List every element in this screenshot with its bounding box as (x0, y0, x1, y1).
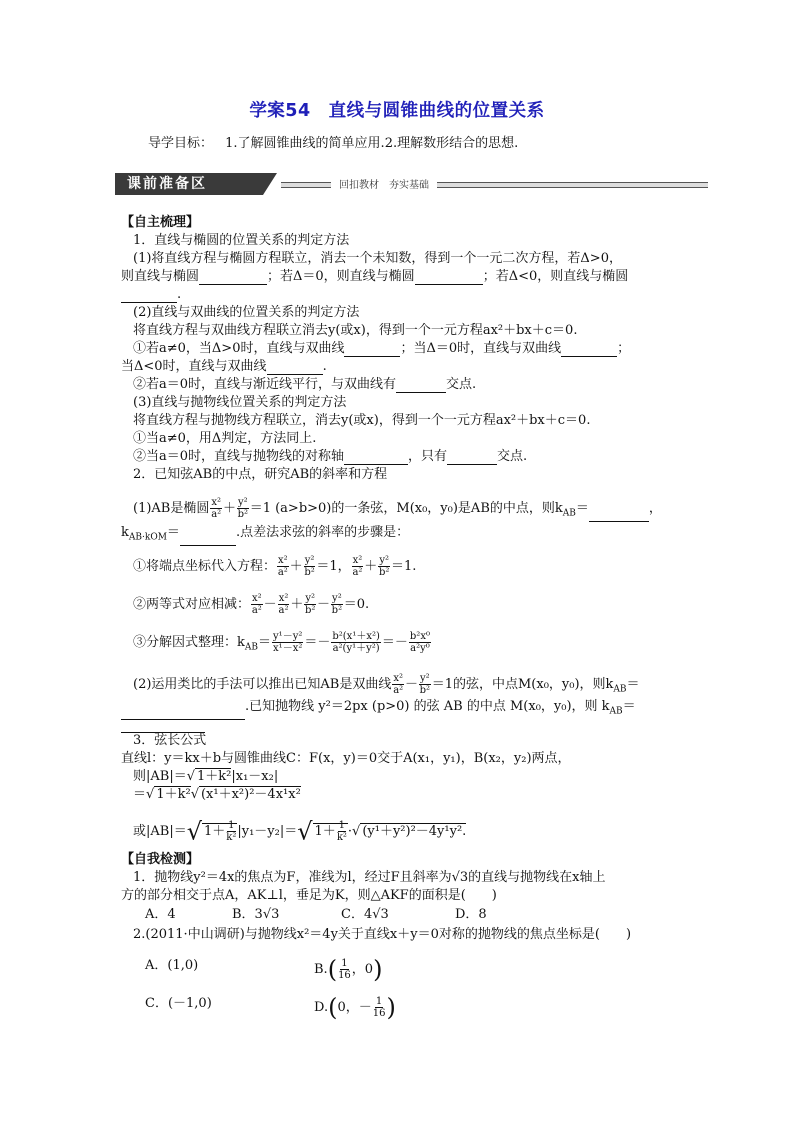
text-line (133, 449, 527, 465)
text-run: ＝ (622, 699, 636, 714)
text-line (121, 717, 205, 733)
radicand: 1＋ $\frac{1}{\text{k²}}$ (314, 820, 347, 843)
radicand: (y¹＋y²)²－4y¹y². (362, 824, 467, 839)
goal-text: 1.了解圆锥曲线的简单应用.2.理解数形结合的思想. (225, 136, 519, 151)
text-run: ＝1 (a>b>0)的一条弦，M(x₀，y₀)是AB的中点，则k (249, 501, 563, 516)
text-run: 0，－ (337, 1000, 372, 1015)
answer-blank (121, 289, 177, 303)
fraction: $\frac{\text{y²}}{\text{b²}}$ (304, 593, 316, 616)
text-run: ②两等式对应相减： (133, 597, 251, 612)
fraction: $\frac{\text{y²}}{\text{b²}}$ (378, 555, 390, 578)
text-run: . (177, 287, 182, 302)
text-line (121, 287, 181, 303)
text-run: ＝ (575, 501, 589, 516)
banner-tab: 课前准备区 (115, 173, 263, 195)
text-line: 将直线方程与抛物线方程联立，消去y(或x)，得到一个一元方程ax²＋bx＋c＝0. (133, 413, 591, 428)
text-line (133, 341, 630, 357)
learning-goal (148, 136, 518, 152)
text-run: |y₁－y₂|＝ (237, 824, 298, 839)
answer-blank (121, 719, 205, 733)
answer-blank (199, 271, 267, 285)
choice-a: A．4 (145, 907, 176, 922)
text-run: ，0 (351, 962, 374, 977)
text-run: 则|AB|＝ (133, 769, 187, 784)
text-line: 方的部分相交于点A，AK⊥l，垂足为K，则△AKF的面积是( ) (121, 888, 497, 903)
choice-b: B.( $\frac{1}{16}$ ，0) (314, 955, 383, 984)
text-run: 交点. (446, 377, 477, 392)
text-run: ；若Δ<0，则直线与椭圆 (482, 269, 629, 284)
radicand: 1＋k² (156, 787, 191, 802)
text-line: $k_{AB\cdot kOM}=$ .点差法求弦的斜率的步骤是： (121, 525, 409, 546)
text-run: ②当a＝0时，直线与抛物线的对称轴 (133, 449, 345, 464)
text-line: ②两等式对应相减： $\frac{\text{x²}}{\text{a²}}$ － $\frac{\text{x²}}{\text{a²}}$ ＋ $\frac{\text{y²}}{\text{b²}}$ － $\frac{\text{y²}}{\text{b²}}$ ＝0. (133, 593, 370, 616)
self-check-heading: 【自我检测】 (121, 852, 200, 867)
fraction: $\frac{\text{y²}}{\text{b²}}$ (419, 673, 431, 696)
text-run: ＝1. (390, 559, 417, 574)
text-run: D. (314, 1000, 329, 1015)
fraction: $\frac{\text{x²}}{\text{a²}}$ (277, 555, 288, 578)
text-line: 则|AB|＝√ 1＋k²|x₁－x₂| (133, 769, 279, 784)
answer-blank (415, 271, 483, 285)
fraction: $\frac{\text{x²}}{\text{a²}}$ (352, 555, 363, 578)
text-line: ＝√ 1＋k²√ (x¹＋x²)²－4x¹x² (133, 787, 301, 802)
text-run: ＝ (166, 525, 180, 540)
text-line: 2.(2011·中山调研)与抛物线x²＝4y关于直线x＋y＝0对称的抛物线的焦点坐标是( ) (133, 927, 632, 942)
text-run: (1)AB是椭圆 (133, 501, 210, 516)
text-run: ③分解因式整理：k (133, 635, 245, 650)
fraction: $\frac{\text{b²x⁰}}{\text{a²y⁰}}$ (409, 631, 430, 654)
text-run: 或|AB|＝ (133, 824, 187, 839)
text-line: 2．已知弦AB的中点，研究AB的斜率和方程 (133, 467, 388, 482)
choice-a: A．(1,0) (145, 958, 199, 973)
text-line (133, 377, 476, 393)
fraction: $\frac{\text{y²}}{\text{b²}}$ (331, 593, 343, 616)
text-run: 交点. (497, 449, 528, 464)
text-run: ＝ (258, 635, 272, 650)
text-line: (2)运用类比的手法可以推出已知AB是双曲线 $\frac{\text{x²}}{\text{a²}}$ － $\frac{\text{y²}}{\text{b²}}$ ＝1的弦，中点M(x₀，y₀)，则$k_{AB}=$ (133, 673, 640, 696)
answer-blank (561, 343, 617, 357)
choice-c: C．(－1,0) (145, 996, 212, 1011)
text-run: |x₁－x₂| (231, 769, 279, 784)
text-line: .已知抛物线 y²＝2px (p>0) 的弦 AB 的中点 M(x₀，y₀)，则 $k_{AB}=$ (121, 699, 636, 720)
goal-label: 导学目标： (148, 136, 214, 151)
text-line: 或|AB|＝√ 1＋ $\frac{1}{\text{k²}}$ |y₁－y₂|＝√ 1＋ $\frac{1}{\text{k²}}$ ·√ (y¹＋y²)²－4y¹y². (133, 817, 467, 846)
text-run: ＝－ (381, 635, 408, 650)
text-run: ＝ (133, 787, 147, 802)
text-line: 1．抛物线y²＝4x的焦点为F，准线为l，经过F且斜率为√3的直线与抛物线在x轴上 (133, 870, 606, 885)
fraction: $\frac{1}{16}$ (338, 958, 351, 981)
text-run: ①若a≠0，当Δ>0时，直线与双曲线 (133, 341, 345, 356)
text-run: ，只有 (408, 449, 448, 464)
text-run: B. (314, 962, 328, 977)
text-run: ； (617, 341, 631, 356)
text-run: ＝1的弦，中点M(x₀，y₀)，则k (431, 677, 614, 692)
text-line: ①将端点坐标代入方程： $\frac{\text{x²}}{\text{a²}}$ ＋ $\frac{\text{y²}}{\text{b²}}$ ＝1， $\frac{\text{x²}}{\text{a²}}$ ＋ $\frac{\text{y²}}{\text{b²}}$ ＝1. (133, 555, 417, 578)
text-line: 1．直线与椭圆的位置关系的判定方法 (133, 233, 350, 248)
text-line: (1)AB是椭圆 $\frac{\text{x²}}{\text{a²}}$ ＋ $\frac{\text{y²}}{\text{b²}}$ ＝1 (a>b>0)的一条弦，M(x₀，y₀)是AB的中点，则$k_{AB}=$ ， (133, 497, 662, 520)
fraction: $\frac{\text{x²}}{\text{a²}}$ (393, 673, 404, 696)
answer-blank (396, 379, 446, 393)
section-banner (115, 173, 708, 195)
radicand: 1＋k² (197, 769, 232, 784)
text-line (121, 269, 628, 285)
text-run: 当Δ<0时，直线与双曲线 (121, 359, 267, 374)
text-line: (3)直线与抛物线位置关系的判定方法 (133, 395, 347, 410)
answer-blank (447, 451, 497, 465)
fraction: $\frac{\text{y¹－y²}}{\text{x¹－x²}}$ (273, 631, 303, 654)
text-line: ①当a≠0，用Δ判定，方法同上. (133, 431, 317, 446)
text-run: k (121, 525, 129, 540)
fraction: $\frac{\text{x²}}{\text{a²}}$ (211, 497, 222, 520)
choice-d: D.(0，－ $\frac{1}{16}$ ) (314, 993, 396, 1022)
fraction: $\frac{\text{x²}}{\text{a²}}$ (251, 593, 262, 616)
text-line: (2)直线与双曲线的位置关系的判定方法 (133, 305, 360, 320)
text-run: ；当Δ＝0时，直线与双曲线 (400, 341, 562, 356)
fraction: $\frac{\text{y²}}{\text{b²}}$ (237, 497, 249, 520)
choice-d: D．8 (455, 907, 487, 922)
answer-blank (344, 343, 400, 357)
page-title: 学案54 直线与圆锥曲线的位置关系 (249, 101, 545, 121)
text-run: ①将端点坐标代入方程： (133, 559, 277, 574)
fraction: $\frac{\text{x²}}{\text{a²}}$ (278, 593, 289, 616)
banner-caption: 回扣教材 夯实基础 (331, 176, 437, 191)
fraction: $\frac{\text{y²}}{\text{b²}}$ (304, 555, 315, 578)
text-line: 将直线方程与双曲线方程联立消去y(或x)，得到一个一元方程ax²＋bx＋c＝0. (133, 323, 578, 338)
text-line: ③分解因式整理：$k_{AB}=$ $\frac{\text{y¹－y²}}{\text{x¹－x²}}$ ＝－ $\frac{\text{b²(x¹＋x²)}}{\text{a²(y¹＋y²)}}$ ＝－ $\frac{\text{b²x⁰}}{\text{a²y⁰}}$ (133, 631, 430, 654)
text-line (121, 359, 327, 375)
answer-blank (344, 451, 408, 465)
answer-blank (180, 532, 236, 546)
fraction: $\frac{1}{16}$ (372, 996, 386, 1019)
self-review-heading: 【自主梳理】 (121, 215, 200, 230)
text-run: ＝0. (343, 597, 370, 612)
text-run: ＝－ (304, 635, 331, 650)
radicand: (x¹＋x²)²－4x¹x² (200, 787, 301, 802)
fraction: $\frac{\text{b²(x¹＋x²)}}{\text{a²(y¹＋y²)}}$ (332, 631, 380, 654)
text-line: 3．弦长公式 (133, 733, 207, 748)
text-line: (1)将直线方程与椭圆方程联立，消去一个未知数，得到一个一元二次方程，若Δ>0， (133, 251, 622, 266)
text-run: ②若a＝0时，直线与渐近线平行，与双曲线有 (133, 377, 397, 392)
answer-blank (589, 508, 649, 522)
text-run: ＝ (626, 677, 640, 692)
choice-b: B．3√3 (232, 907, 280, 922)
text-run: ＝1， (316, 559, 351, 574)
text-run: .已知抛物线 y²＝2px (p>0) 的弦 AB 的中点 M(x₀，y₀)，则 k (245, 699, 610, 714)
radicand: 1＋ $\frac{1}{\text{k²}}$ (204, 820, 237, 843)
text-line: 直线l：y＝kx＋b与圆锥曲线C：F(x，y)＝0交于A(x₁，y₁)，B(x₂，y₂)两点， (121, 751, 571, 766)
text-run: ；若Δ＝0，则直线与椭圆 (267, 269, 415, 284)
answer-blank (267, 361, 323, 375)
text-run: (2)运用类比的手法可以推出已知AB是双曲线 (133, 677, 392, 692)
text-run: . (322, 359, 327, 374)
text-run: .点差法求弦的斜率的步骤是： (235, 525, 410, 540)
banner-notch (263, 173, 277, 195)
text-run: 则直线与椭圆 (121, 269, 200, 284)
choice-c: C．4√3 (341, 907, 389, 922)
text-run: ， (648, 501, 662, 516)
